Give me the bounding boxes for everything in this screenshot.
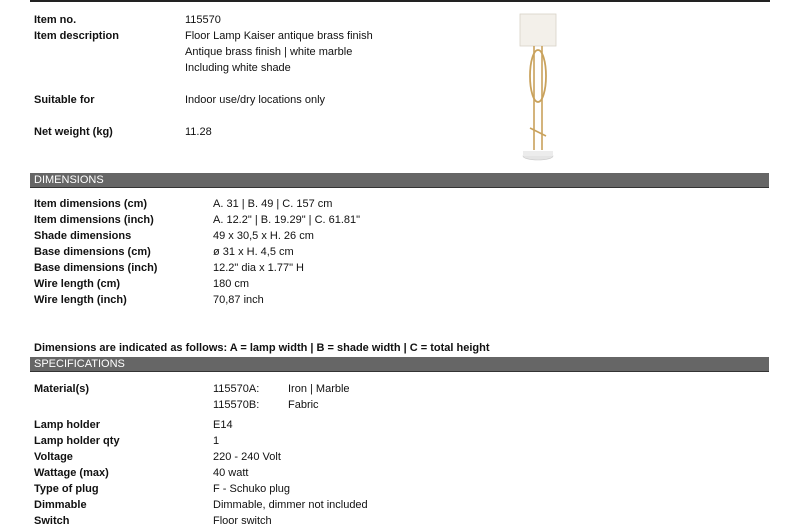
lamp-ring [530,50,546,102]
item-description-line: Antique brass finish | white marble [185,46,353,58]
dimensions-note: Dimensions are indicated as follows: A = lamp width | B = shade width | C = total height [34,342,490,354]
lamp-shade [520,14,556,46]
materials-label: Material(s) [34,383,90,395]
weight-label: Net weight (kg) [34,126,113,138]
material-code: 115570A: [213,383,260,395]
spec-value: E14 [213,419,233,431]
spec-label: Type of plug [34,483,99,495]
material-code: 115570B: [213,399,260,411]
dimension-label: Shade dimensions [34,230,132,242]
dimension-label: Base dimensions (cm) [34,246,151,258]
dimension-value: 12.2" dia x 1.77" H [213,262,304,274]
dimension-value: ø 31 x H. 4,5 cm [213,246,294,258]
dimension-label: Wire length (cm) [34,278,121,290]
dimension-value: A. 31 | B. 49 | C. 157 cm [213,198,333,210]
suitable-label: Suitable for [34,94,95,106]
spec-value: Floor switch [213,515,272,527]
lamp-crossbar [530,128,546,136]
item-no-label: Item no. [34,14,77,26]
dimension-value: 49 x 30,5 x H. 26 cm [213,230,314,242]
spec-label: Voltage [34,451,73,463]
spec-value: 220 - 240 Volt [213,451,281,463]
spec-value: F - Schuko plug [213,483,291,495]
dimension-value: 70,87 inch [213,294,264,306]
item-description-line: Including white shade [185,62,291,74]
dimension-label: Item dimensions (inch) [34,214,154,226]
dimension-label: Base dimensions (inch) [34,262,158,274]
suitable-value: Indoor use/dry locations only [185,94,326,106]
item-no-value: 115570 [185,14,221,26]
spec-value: Dimmable, dimmer not included [213,499,368,511]
material-value: Iron | Marble [288,383,350,395]
top-rule [30,0,770,2]
dimension-label: Wire length (inch) [34,294,127,306]
spec-label: Wattage (max) [34,467,109,479]
dimension-value: A. 12.2" | B. 19.29" | C. 61.81" [213,214,361,226]
spec-label: Lamp holder qty [34,435,120,447]
material-value: Fabric [288,399,319,411]
spec-label: Dimmable [34,499,87,511]
spec-label: Switch [34,515,70,527]
dimension-label: Item dimensions (cm) [34,198,148,210]
weight-value: 11.28 [185,126,212,138]
dimension-value: 180 cm [213,278,250,290]
item-description-label: Item description [34,30,119,42]
specifications-header: SPECIFICATIONS [30,357,769,372]
floor-lamp-icon [508,8,568,166]
spec-label: Lamp holder [34,419,101,431]
marble-base-side [523,151,553,156]
spec-value: 40 watt [213,467,249,479]
item-description-line: Floor Lamp Kaiser antique brass finish [185,30,373,42]
dimensions-header: DIMENSIONS [30,173,769,188]
spec-value: 1 [213,435,220,447]
